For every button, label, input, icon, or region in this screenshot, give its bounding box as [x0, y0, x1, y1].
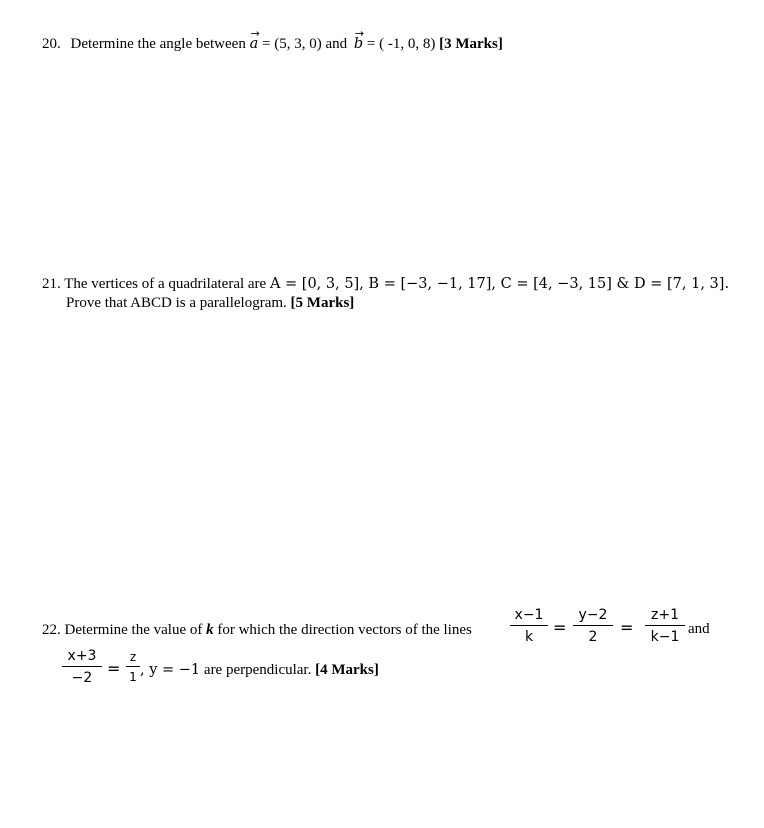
question-21-line-2	[66, 295, 354, 312]
vector-a-value: = (5, 3, 0) and	[262, 36, 348, 52]
y-condition: , y = −1	[140, 662, 201, 678]
vector-b-value: = ( -1, 0, 8)	[366, 36, 436, 52]
vertices-math: A = [0, 3, 5], B = [−3, −1, 17], C = [4, −3, 15] & D = [7, 1, 3].	[269, 276, 730, 292]
vector-b: → b	[353, 27, 365, 52]
question-number: 21.	[42, 276, 61, 292]
fraction-x-plus-3-over-minus-2: x+3 −2	[62, 648, 102, 686]
and-word: and	[688, 621, 710, 637]
marks-label: [3 Marks]	[439, 36, 503, 52]
question-text: Prove that ABCD is a parallelogram.	[66, 295, 287, 311]
equals-sign: =	[107, 659, 121, 678]
question-20	[42, 27, 503, 53]
fraction-y-minus-2-over-2: y−2 2	[573, 607, 613, 645]
question-text: Determine the value of	[64, 622, 203, 638]
vector-arrow-icon: →	[354, 27, 365, 40]
question-22	[42, 622, 472, 639]
marks-label: [5 Marks]	[290, 295, 355, 311]
question-text: The vertices of a quadrilateral are	[64, 276, 267, 292]
fraction-z-over-1: z 1	[126, 650, 140, 684]
question-text: are perpendicular.	[203, 662, 312, 678]
vector-a: → a	[249, 27, 260, 52]
equals-sign: =	[620, 618, 634, 637]
marks-label: [4 Marks]	[315, 662, 379, 678]
fraction-z-plus-1-over-k-minus-1: z+1 k−1	[645, 607, 685, 645]
fraction-x-minus-1-over-k: x−1 k	[510, 607, 548, 645]
k-variable: k	[206, 622, 214, 638]
question-number: 22.	[42, 622, 61, 638]
equals-sign: =	[553, 618, 567, 637]
question-22-line-2	[140, 662, 379, 679]
question-number: 20.	[42, 36, 61, 52]
question-text: Determine the angle between	[70, 36, 246, 52]
vector-arrow-icon: →	[250, 27, 260, 40]
question-21	[42, 276, 729, 293]
question-text: for which the direction vectors of the lines	[217, 622, 472, 638]
